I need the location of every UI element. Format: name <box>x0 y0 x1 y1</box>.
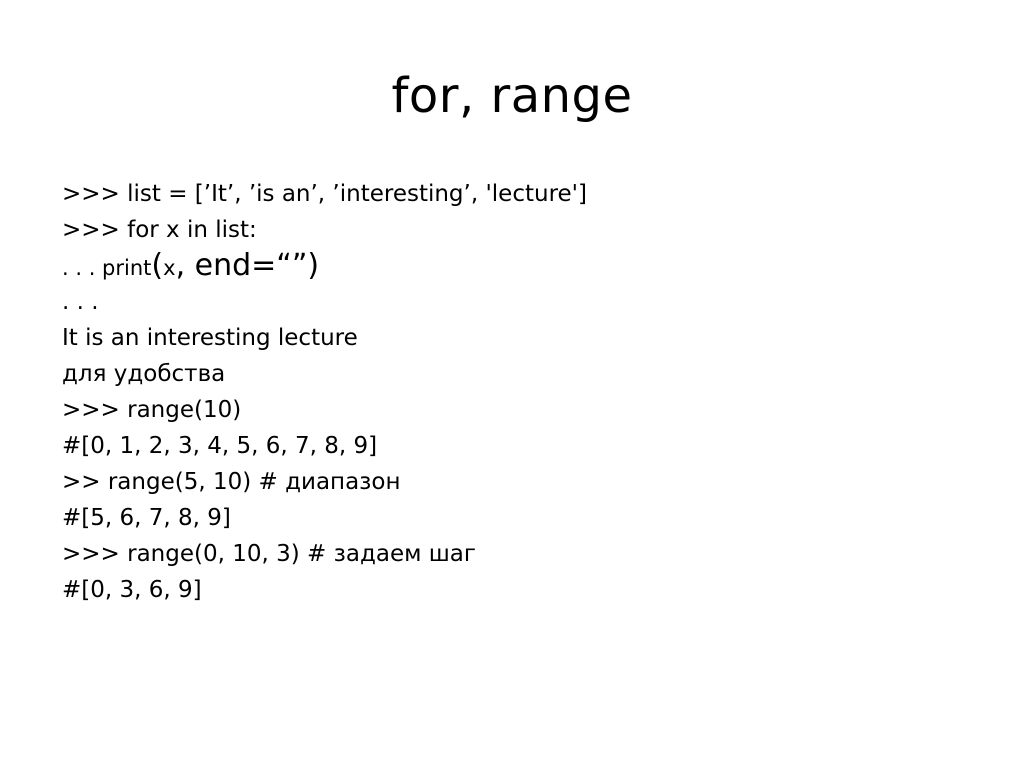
print-paren-open: ( <box>151 248 164 283</box>
code-line-range10: >>> range(10) <box>62 397 242 423</box>
code-line-continuation: . . . <box>62 289 99 315</box>
code-line-print <box>62 248 982 284</box>
print-rest: , end=“”) <box>175 248 320 283</box>
code-listing <box>62 176 982 608</box>
code-line-note: для удобства <box>62 361 226 387</box>
code-line-list-assign: >>> list = [’It’, ’is an’, ’interesting’, 'lecture'] <box>62 181 587 207</box>
code-line-range5-10-result: #[5, 6, 7, 8, 9] <box>62 505 231 531</box>
print-arg: x <box>163 256 176 280</box>
code-line-range-step: >>> range(0, 10, 3) # задаем шаг <box>62 541 476 567</box>
code-line-range-step-result: #[0, 3, 6, 9] <box>62 577 202 603</box>
print-prefix: . . . print <box>62 256 152 280</box>
code-line-range10-result: #[0, 1, 2, 3, 4, 5, 6, 7, 8, 9] <box>62 433 378 459</box>
code-line-output: It is an interesting lecture <box>62 325 358 351</box>
code-line-for-loop: >>> for x in list: <box>62 217 257 243</box>
code-line-range5-10: >> range(5, 10) # диапазон <box>62 469 401 495</box>
slide-title: for, range <box>391 68 633 124</box>
